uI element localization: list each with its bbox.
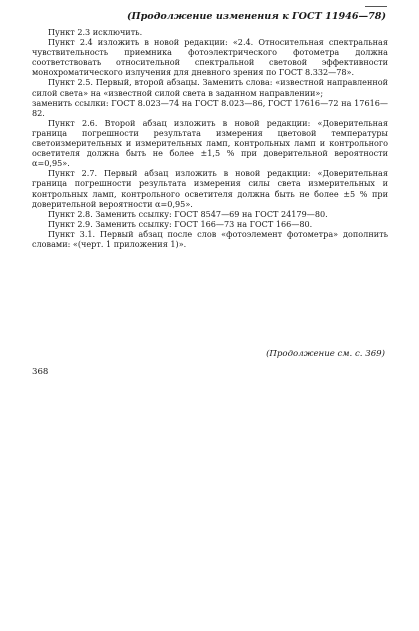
paragraph-item-2-4: Пункт 2.4 изложить в новой редакции: «2.4. Относительная спектральная чувствительность приемника фотоэлектрического фотометра должна соответствовать относительной спектральной световой эффективности монохроматического излучения для дневного зрения по ГОСТ 8.332—78». <box>32 37 388 78</box>
continuation-note: (Продолжение см. с. 369) <box>266 349 385 359</box>
page-number: 368 <box>32 367 49 377</box>
paragraph-item-2-7: Пункт 2.7. Первый абзац изложить в новой редакции: «Доверительная граница погрешности результата измерения силы света измерительных и контрольных ламп, контрольного осветителя должна быть не более ±5 % при доверительной вероятности α=0,95». <box>32 168 388 209</box>
paragraph-item-3-1: Пункт 3.1. Первый абзац после слов «фотоэлемент фотометра» дополнить словами: «(черт. 1 приложения 1)». <box>32 228 388 249</box>
paragraph-item-2-3: Пункт 2.3 исключить. <box>48 27 143 37</box>
paragraph-item-2-5-refs: заменить ссылки: ГОСТ 8.023—74 на ГОСТ 8.023—86, ГОСТ 17616—72 на 17616—82. <box>32 97 388 118</box>
paragraph-item-2-5: Пункт 2.5. Первый, второй абзацы. Заменить слова: «известной направленной силой света» на «известной силой света в заданном направлении»; <box>32 77 388 98</box>
paragraph-item-2-6: Пункт 2.6. Второй абзац изложить в новой редакции: «Доверительная граница погрешности результата измерения цветовой температуры светоизмерительных и измерительных ламп, контрольных ламп и контрольного осветителя должна быть не более ±1,5 % при доверительной вероятности α=0,95». <box>32 117 388 169</box>
running-title: (Продолжение изменения к ГОСТ 11946—78) <box>127 11 386 22</box>
paragraph-item-2-8: Пункт 2.8. Заменить ссылку: ГОСТ 8547—69 на ГОСТ 24179—80. <box>48 208 328 219</box>
body-text <box>32 27 388 249</box>
paragraph-item-2-9: Пункт 2.9. Заменить ссылку: ГОСТ 166—73 на ГОСТ 166—80. <box>48 218 313 229</box>
header-rule <box>365 6 387 7</box>
